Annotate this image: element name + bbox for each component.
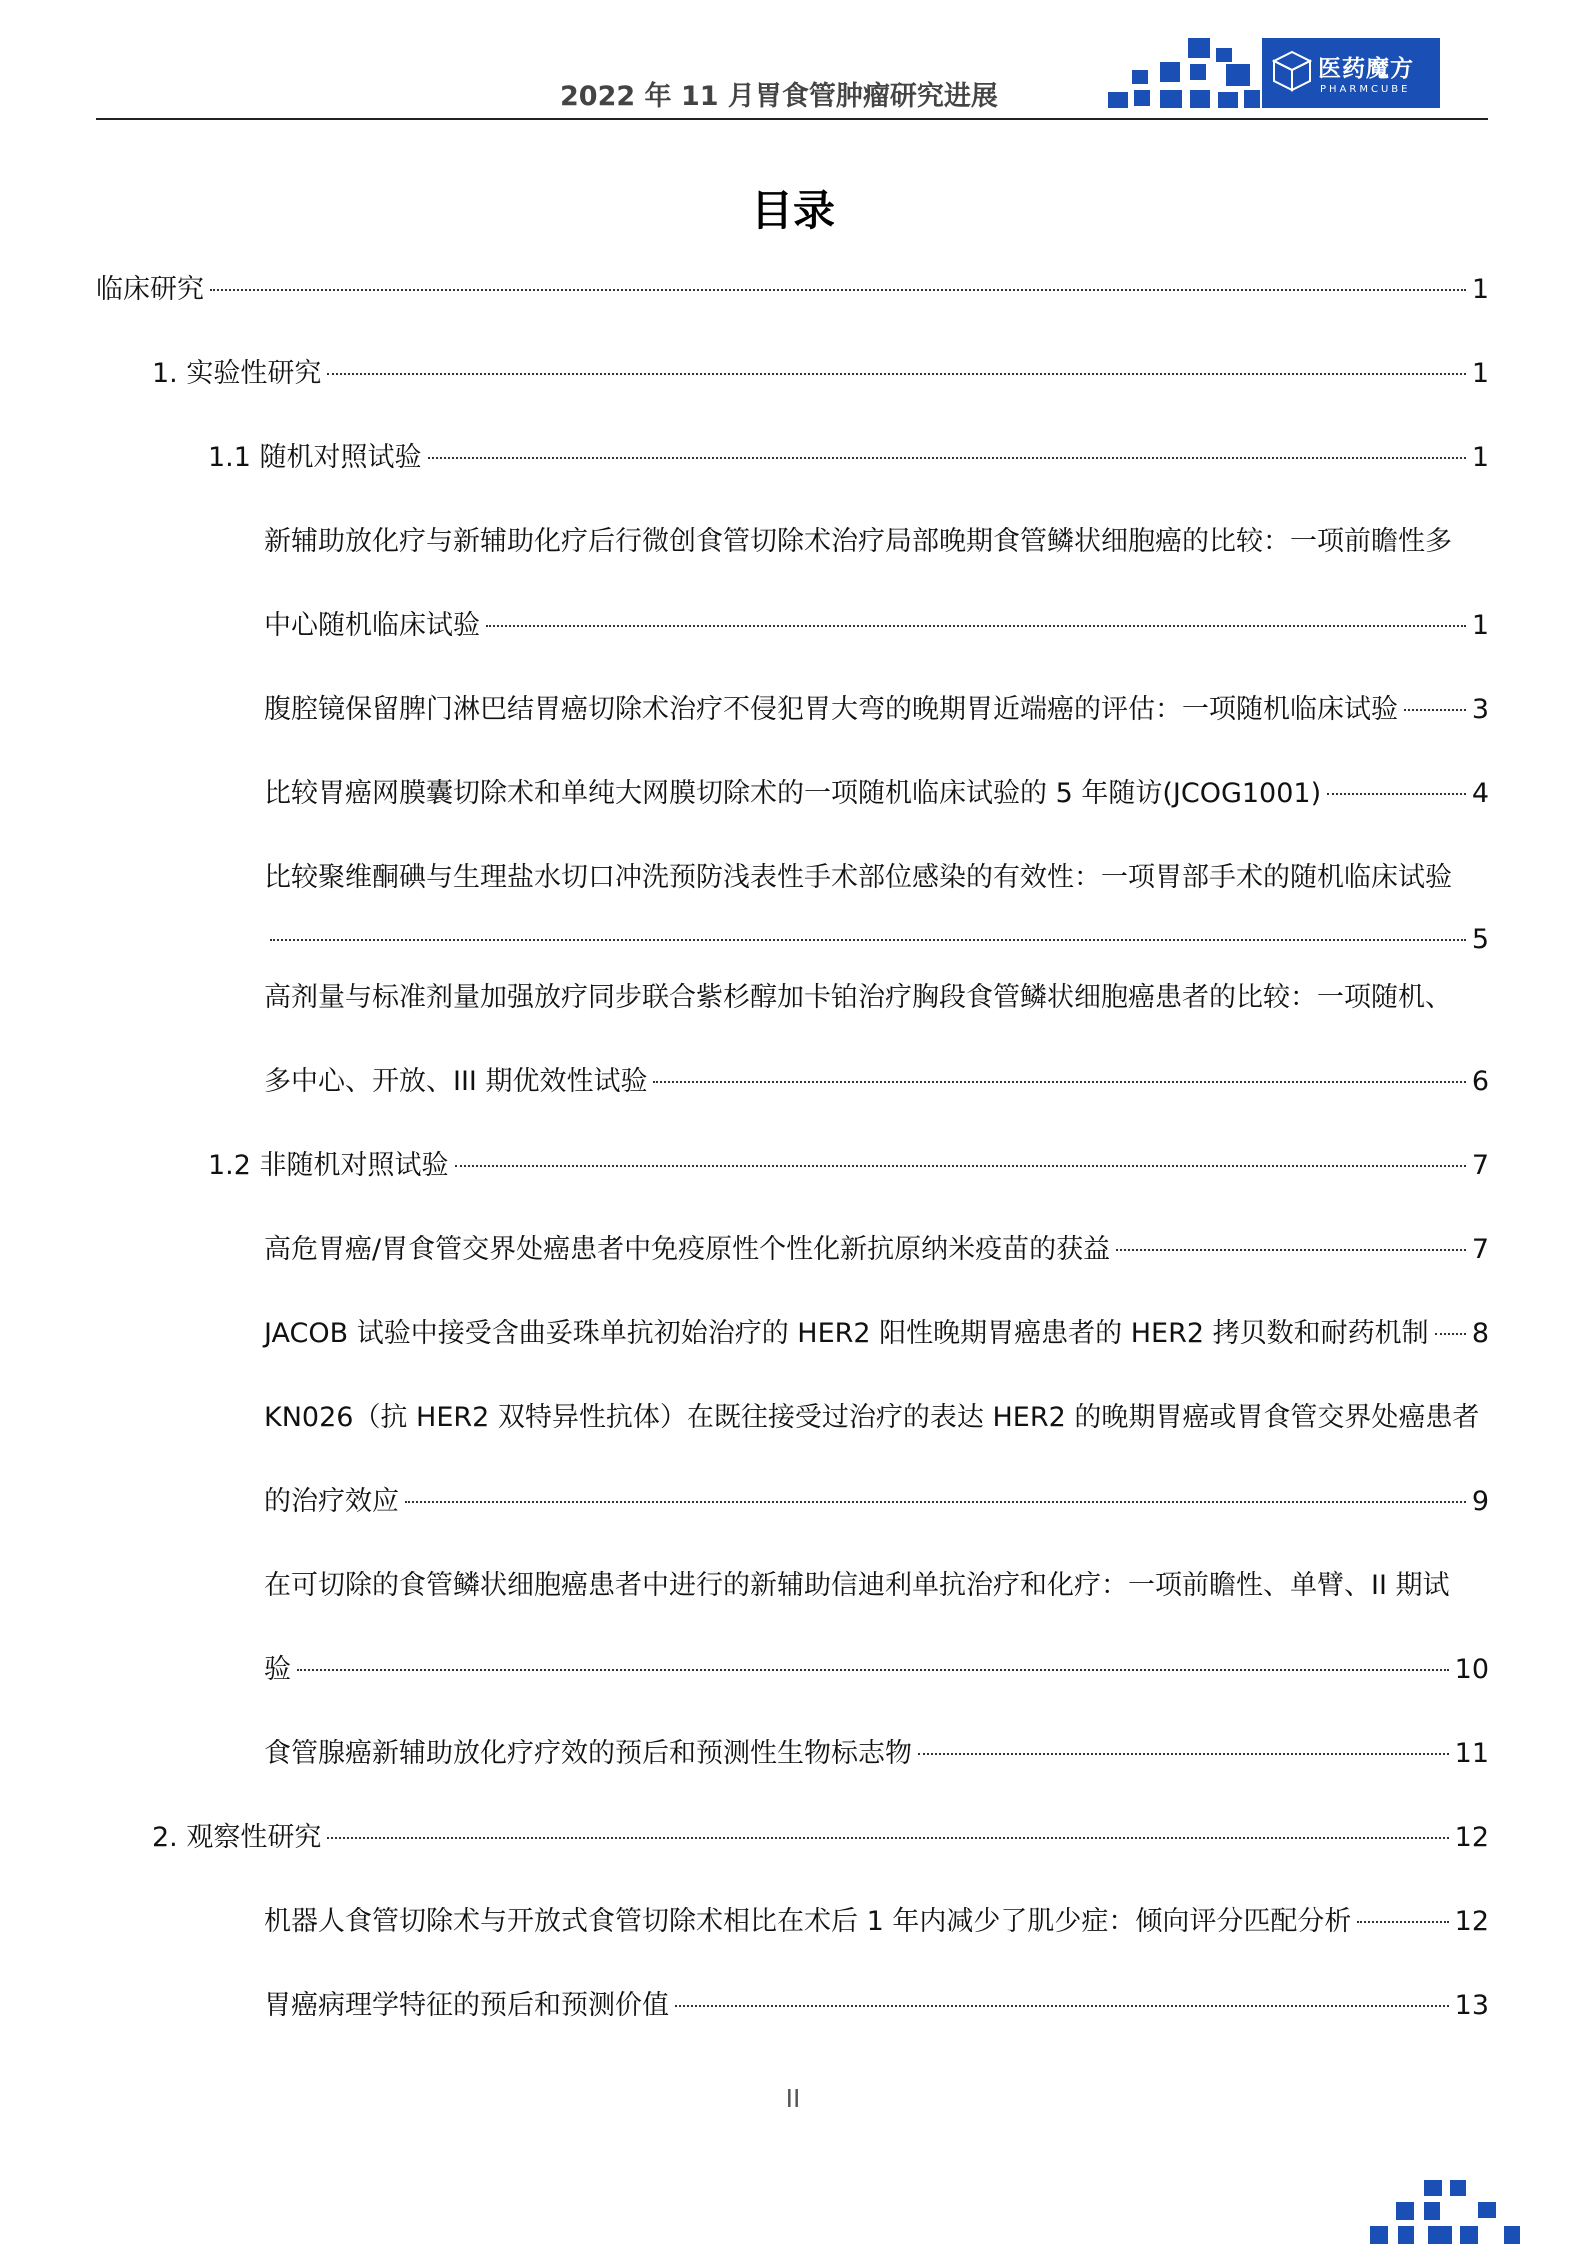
header-title: 2022 年 11 月胃食管肿瘤研究进展: [560, 81, 998, 112]
page-number: II: [785, 2084, 801, 2113]
toc-entry[interactable]: 1. 实验性研究 1: [152, 358, 1489, 389]
toc-entry[interactable]: 验 10: [264, 1654, 1489, 1685]
toc-entry[interactable]: 多中心、开放、III 期优效性试验 6: [264, 1066, 1489, 1097]
toc-entry[interactable]: 机器人食管切除术与开放式食管切除术相比在术后 1 年内减少了肌少症：倾向评分匹配分析 12: [264, 1906, 1489, 1937]
logo-subtext: PHARMCUBE: [1320, 84, 1411, 95]
toc-entry[interactable]: 腹腔镜保留脾门淋巴结胃癌切除术治疗不侵犯胃大弯的晚期胃近端癌的评估：一项随机临床试验 3: [264, 694, 1489, 725]
toc-entry-line1: KN026（抗 HER2 双特异性抗体）在既往接受过治疗的表达 HER2 的晚期胃癌或胃食管交界处癌患者: [264, 1402, 1480, 1433]
toc-title: 目录: [750, 186, 835, 235]
toc-entry-line1: 新辅助放化疗与新辅助化疗后行微创食管切除术治疗局部晚期食管鳞状细胞癌的比较：一项前瞻性多: [264, 526, 1452, 557]
header-rule: [96, 118, 1488, 120]
toc-entry[interactable]: 2. 观察性研究 12: [152, 1822, 1489, 1853]
toc-entry[interactable]: 的治疗效应 9: [264, 1486, 1489, 1517]
toc-entry[interactable]: 胃癌病理学特征的预后和预测价值 13: [264, 1990, 1489, 2021]
toc-entry-line1: 高剂量与标准剂量加强放疗同步联合紫杉醇加卡铂治疗胸段食管鳞状细胞癌患者的比较：一项随机、: [264, 982, 1452, 1013]
logo: [1262, 38, 1440, 108]
toc-entry[interactable]: 食管腺癌新辅助放化疗疗效的预后和预测性生物标志物 11: [264, 1738, 1489, 1769]
toc-entry[interactable]: 1.1 随机对照试验 1: [208, 442, 1489, 473]
cube-logo-icon: [1272, 50, 1312, 92]
toc-entry[interactable]: 高危胃癌/胃食管交界处癌患者中免疫原性个性化新抗原纳米疫苗的获益 7: [264, 1234, 1489, 1265]
toc-entry[interactable]: 1.2 非随机对照试验 7: [208, 1150, 1489, 1181]
toc-entry[interactable]: 5: [264, 920, 1489, 960]
toc-entry[interactable]: 临床研究 1: [96, 274, 1489, 305]
toc-entry-line1: 比较聚维酮碘与生理盐水切口冲洗预防浅表性手术部位感染的有效性：一项胃部手术的随机临床试验: [264, 862, 1452, 893]
toc-entry[interactable]: JACOB 试验中接受含曲妥珠单抗初始治疗的 HER2 阳性晚期胃癌患者的 HER2 拷贝数和耐药机制 8: [264, 1318, 1489, 1349]
toc-entry-line1: 在可切除的食管鳞状细胞癌患者中进行的新辅助信迪利单抗治疗和化疗：一项前瞻性、单臂、II 期试: [264, 1570, 1450, 1601]
toc-entry[interactable]: 中心随机临床试验 1: [264, 610, 1489, 641]
toc-entry[interactable]: 比较胃癌网膜囊切除术和单纯大网膜切除术的一项随机临床试验的 5 年随访(JCOG1001) 4: [264, 778, 1489, 809]
logo-text: 医药魔方: [1318, 56, 1414, 82]
